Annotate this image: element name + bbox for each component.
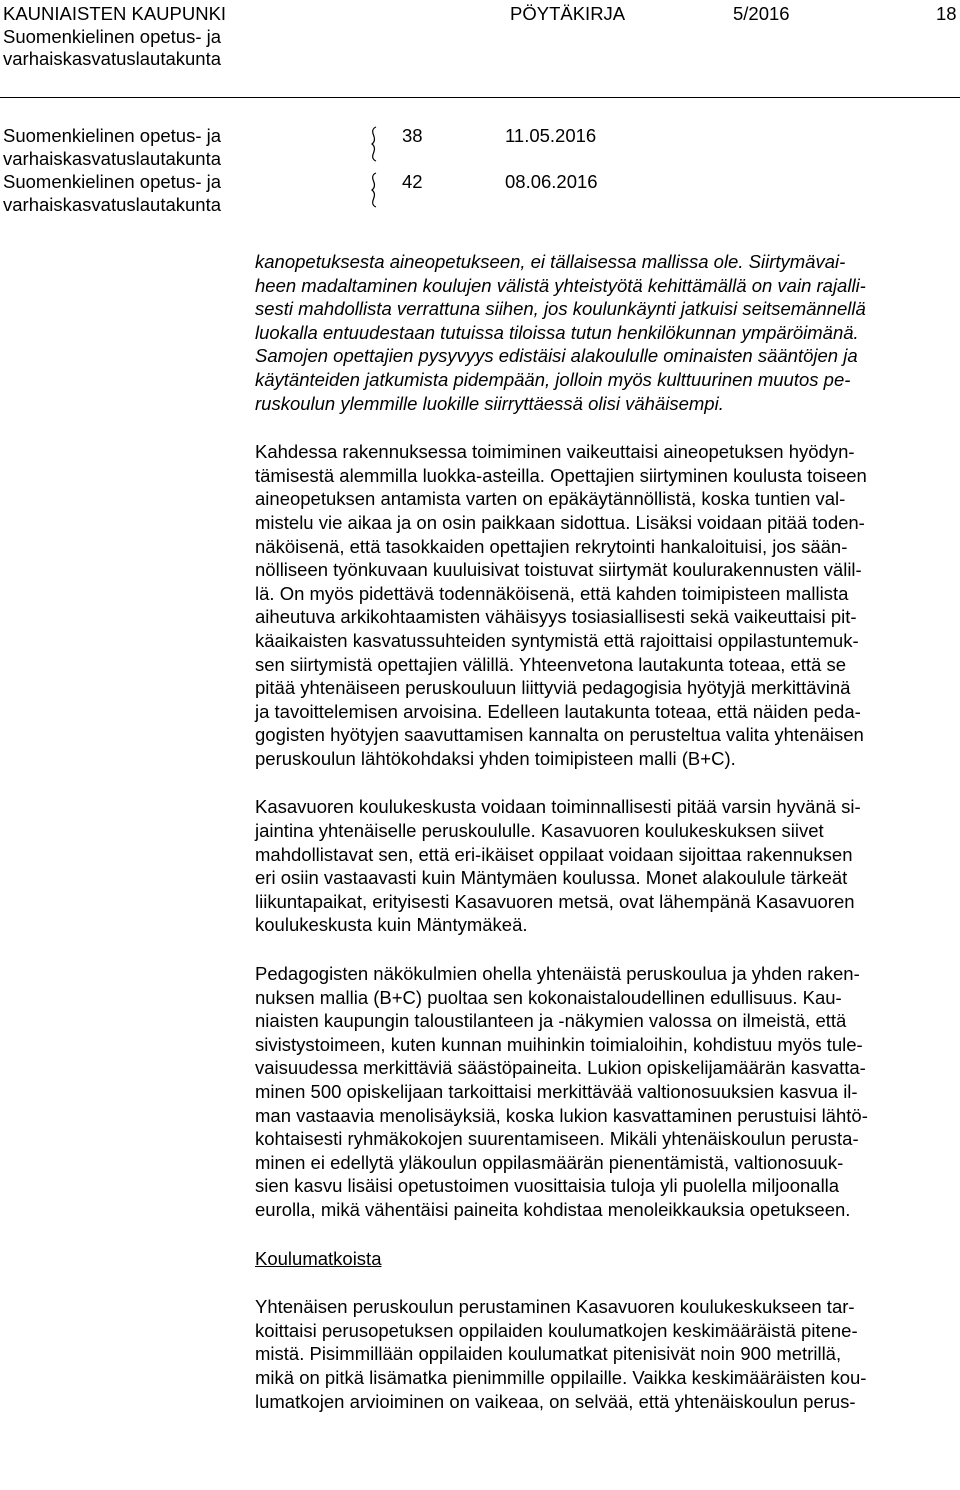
text-segment: sien kasvu lisäisi opetustoimen vuosittaisia tuloja yli puolella miljoonalla bbox=[255, 1175, 840, 1197]
text-segment: ruskoulun ylemmille luokille siirryttäessä olisi vähäisempi. bbox=[255, 392, 724, 414]
text-segment: liikuntapaikat, erityisesti Kasavuoren metsä, ovat lähempänä Kasavuoren bbox=[255, 890, 855, 912]
paragraph bbox=[255, 250, 955, 415]
text-segment: man vastaavia menolisäyksiä, koska lukion kasvattaminen perustuisi lähtö- bbox=[255, 1104, 868, 1126]
text-segment: lumatkojen arvioiminen on vaikeaa, on selvää, että yhtenäiskoulun perus- bbox=[255, 1390, 856, 1412]
reference-body-line2: varhaiskasvatuslautakunta bbox=[3, 148, 222, 169]
text-segment: jaintina yhtenäiselle peruskoululle. bbox=[255, 820, 541, 842]
text-line bbox=[255, 1319, 955, 1343]
text-line bbox=[255, 487, 955, 511]
text-segment: näköisenä, että tasokkaiden opettajien rekrytointi hankaloituisi, jos sään- bbox=[255, 535, 848, 557]
text-segment: nölliseen työnkuvaan kuuluisivat toistuvat siirtymät koulurakennusten välil- bbox=[255, 559, 862, 581]
text-segment: Samojen opettajien pysyvyys edistäisi alakoululle ominaisten sääntöjen ja bbox=[255, 345, 858, 367]
text-line bbox=[255, 629, 955, 653]
text-segment: Monet alakoulule tärkeät bbox=[645, 867, 848, 889]
section-mark-icon bbox=[369, 126, 379, 162]
page-number: 18 bbox=[936, 3, 957, 24]
text-line bbox=[255, 464, 955, 488]
text-line bbox=[255, 723, 955, 747]
text-segment: ja tavoittelemisen arvoisina. bbox=[255, 700, 488, 722]
reference-section: 38 bbox=[402, 125, 423, 146]
text-segment: Pisimmillään oppilaiden koulumatkat pitenisivät noin 900 metrillä, bbox=[309, 1343, 842, 1365]
text-segment: Mikäli yhtenäiskoulun perusta- bbox=[609, 1128, 859, 1150]
text-line bbox=[255, 1127, 955, 1151]
text-line bbox=[255, 535, 955, 559]
text-segment: käaikaisten kasvatussuhteiden syntymistä että rajoittaisi oppilastuntemuk- bbox=[255, 629, 859, 651]
text-segment: mahdollistavat sen, että eri-ikäiset oppilaat voidaan sijoittaa rakennuksen bbox=[255, 843, 853, 865]
text-segment: minen ei edellytä yläkoulun oppilasmäärän pienentämistä, valtionosuuk- bbox=[255, 1151, 844, 1173]
text-segment: kanopetuksesta aineopetukseen, ei tällaisessa mallissa ole. Siirtymävai- bbox=[255, 251, 846, 272]
text-line bbox=[255, 866, 955, 890]
reference-body-line1: Suomenkielinen opetus- ja bbox=[3, 125, 222, 146]
document-body bbox=[255, 250, 955, 1438]
text-segment: Edelleen lautakunta toteaa, että näiden peda- bbox=[487, 700, 861, 722]
paragraph bbox=[255, 795, 955, 937]
text-line bbox=[255, 440, 955, 464]
text-line bbox=[255, 511, 955, 535]
text-segment: aineopetuksen antamista varten on epäkäytännöllistä, koska tuntien val- bbox=[255, 488, 846, 510]
text-line bbox=[255, 747, 955, 771]
text-line bbox=[255, 297, 955, 321]
text-line bbox=[255, 1342, 955, 1366]
reference-row bbox=[0, 124, 960, 170]
text-segment: tämisestä alemmilla luokka-asteilla. bbox=[255, 464, 551, 486]
text-line bbox=[255, 321, 955, 345]
text-segment: Lukion opiskelijamäärän kasvatta- bbox=[587, 1057, 866, 1079]
text-segment: minen 500 opiskelijaan tarkoittaisi merkittävää valtionosuuksien kasvua il- bbox=[255, 1081, 858, 1102]
text-line bbox=[255, 274, 955, 298]
text-segment: Lisäksi voidaan pitää toden- bbox=[635, 511, 865, 533]
text-segment: vaisuudessa merkittäviä säästöpaineita. bbox=[255, 1057, 588, 1079]
text-segment: koulukeskusta kuin Mäntymäkeä. bbox=[255, 914, 528, 936]
text-segment: Kau- bbox=[802, 986, 842, 1008]
text-line bbox=[255, 795, 955, 819]
text-line bbox=[255, 700, 955, 724]
text-line bbox=[255, 558, 955, 582]
text-line bbox=[255, 913, 955, 937]
reference-date: 08.06.2016 bbox=[505, 171, 598, 192]
text-segment: lä. bbox=[255, 582, 280, 604]
text-segment: mistä. bbox=[255, 1343, 310, 1365]
text-segment: Kasavuoren koulukeskuksen siivet bbox=[540, 820, 824, 842]
text-segment: Yhtenäisen peruskoulun perustaminen Kasavuoren koulukeskukseen tar- bbox=[255, 1296, 855, 1318]
text-segment: peruskoulun lähtökohdaksi yhden toimipisteen malli (B+C). bbox=[255, 747, 736, 769]
text-segment: mikä on pitkä lisämatka pienimmille oppilaille. bbox=[255, 1366, 633, 1388]
committee-name-line1: Suomenkielinen opetus- ja bbox=[3, 25, 222, 47]
reference-body bbox=[3, 170, 221, 216]
reference-date: 11.05.2016 bbox=[505, 125, 597, 146]
document-type: PÖYTÄKIRJA bbox=[510, 3, 626, 24]
text-line bbox=[255, 344, 955, 368]
text-segment: aiheutuva arkikohtaamisten vähäisyys tosiasiallisesti sekä vaikeuttaisi pit- bbox=[255, 606, 857, 628]
text-segment: sesti mahdollista verrattuna siihen, jos koulunkäynti jatkuisi seitsemännellä bbox=[255, 298, 866, 320]
text-line bbox=[255, 843, 955, 867]
text-line bbox=[255, 676, 955, 700]
text-line bbox=[255, 392, 955, 416]
text-line bbox=[255, 1174, 955, 1198]
text-line bbox=[255, 653, 955, 677]
text-segment: eurolla, mikä vähentäisi paineita kohdistaa menoleikkauksia opetukseen. bbox=[255, 1198, 851, 1220]
text-line bbox=[255, 250, 955, 274]
text-segment: luokalla entuudestaan tutuissa tiloissa tutun henkilökunnan ympäröimänä. bbox=[255, 321, 859, 343]
text-line bbox=[255, 582, 955, 606]
organization-header bbox=[3, 3, 226, 71]
paragraph bbox=[255, 440, 955, 770]
text-segment: pitää yhtenäiseen peruskouluun liittyviä pedagogisia hyötyjä merkittävinä bbox=[255, 677, 851, 699]
text-line bbox=[255, 1295, 955, 1319]
text-segment: Kasavuoren koulukeskusta voidaan toiminnallisesti pitää varsin hyvänä si- bbox=[255, 796, 861, 818]
section-mark-icon bbox=[369, 172, 379, 208]
text-line bbox=[255, 962, 955, 986]
section-heading: Koulumatkoista bbox=[255, 1247, 382, 1269]
text-line bbox=[255, 1009, 955, 1033]
reference-row bbox=[0, 170, 960, 216]
text-line bbox=[255, 605, 955, 629]
reference-body bbox=[3, 124, 221, 170]
text-line bbox=[255, 1366, 955, 1390]
text-line bbox=[255, 1056, 955, 1080]
final-paragraph bbox=[255, 1295, 955, 1413]
text-segment: sivistystoimeen, kuten kunnan muihinkin toimialoihin, kohdistuu myös tule- bbox=[255, 1033, 863, 1055]
text-segment: Vaikka keskimääräisten kou- bbox=[632, 1366, 867, 1388]
paragraph-list bbox=[255, 250, 955, 1222]
reference-body-line2: varhaiskasvatuslautakunta bbox=[3, 194, 222, 215]
text-segment: kohtaisesti ryhmäkokojen suurentamiseen. bbox=[255, 1128, 610, 1150]
text-segment: nuksen mallia (B+C) puoltaa sen kokonaistaloudellinen edullisuus. bbox=[255, 986, 803, 1008]
paragraph bbox=[255, 962, 955, 1222]
text-line bbox=[255, 819, 955, 843]
text-segment: heen madaltaminen koulujen välistä yhteistyötä kehittämällä on vain rajalli- bbox=[255, 274, 866, 296]
text-line bbox=[255, 986, 955, 1010]
text-segment: Kahdessa rakennuksessa toimiminen vaikeuttaisi aineopetuksen hyödyn- bbox=[255, 441, 855, 463]
text-segment: gogisten hyötyjen saavuttamisen kannalta on perusteltua valita yhtenäisen bbox=[255, 724, 864, 746]
text-segment: niaisten kaupungin taloustilanteen ja -näkymien valossa on ilmeistä, että bbox=[255, 1010, 847, 1032]
text-segment: käytänteiden jatkumista pidempään, jolloin myös kulttuurinen muutos pe- bbox=[255, 368, 851, 390]
document-number: 5/2016 bbox=[733, 3, 790, 24]
text-segment: Yhteenvetona lautakunta toteaa, että se bbox=[518, 653, 847, 675]
text-segment: sen siirtymistä opettajien välillä. bbox=[255, 653, 519, 675]
text-segment: mistelu vie aikaa ja on osin paikkaan sidottua. bbox=[255, 511, 636, 533]
text-segment: On myös pidettävä todennäköisenä, että kahden toimipisteen mallista bbox=[279, 582, 849, 604]
text-line bbox=[255, 1198, 955, 1222]
reference-body-line1: Suomenkielinen opetus- ja bbox=[3, 171, 222, 192]
text-segment: koittaisi perusopetuksen oppilaiden koulumatkojen keskimääräistä pitene- bbox=[255, 1319, 858, 1341]
text-line bbox=[255, 1390, 955, 1414]
header-divider bbox=[0, 97, 960, 98]
text-line bbox=[255, 1080, 955, 1104]
text-line bbox=[255, 1033, 955, 1057]
reference-section: 42 bbox=[402, 171, 423, 192]
committee-name-line2: varhaiskasvatuslautakunta bbox=[3, 48, 222, 69]
text-segment: Opettajien siirtyminen koulusta toiseen bbox=[550, 464, 867, 486]
text-segment: eri osiin vastaavasti kuin Mäntymäen koulussa. bbox=[255, 867, 646, 889]
text-segment: Pedagogisten näkökulmien ohella yhtenäistä peruskoulua ja yhden raken- bbox=[255, 963, 860, 985]
org-name: KAUNIAISTEN KAUPUNKI bbox=[3, 3, 227, 24]
text-line bbox=[255, 368, 955, 392]
text-line bbox=[255, 1151, 955, 1175]
text-line bbox=[255, 890, 955, 914]
text-line bbox=[255, 1104, 955, 1128]
